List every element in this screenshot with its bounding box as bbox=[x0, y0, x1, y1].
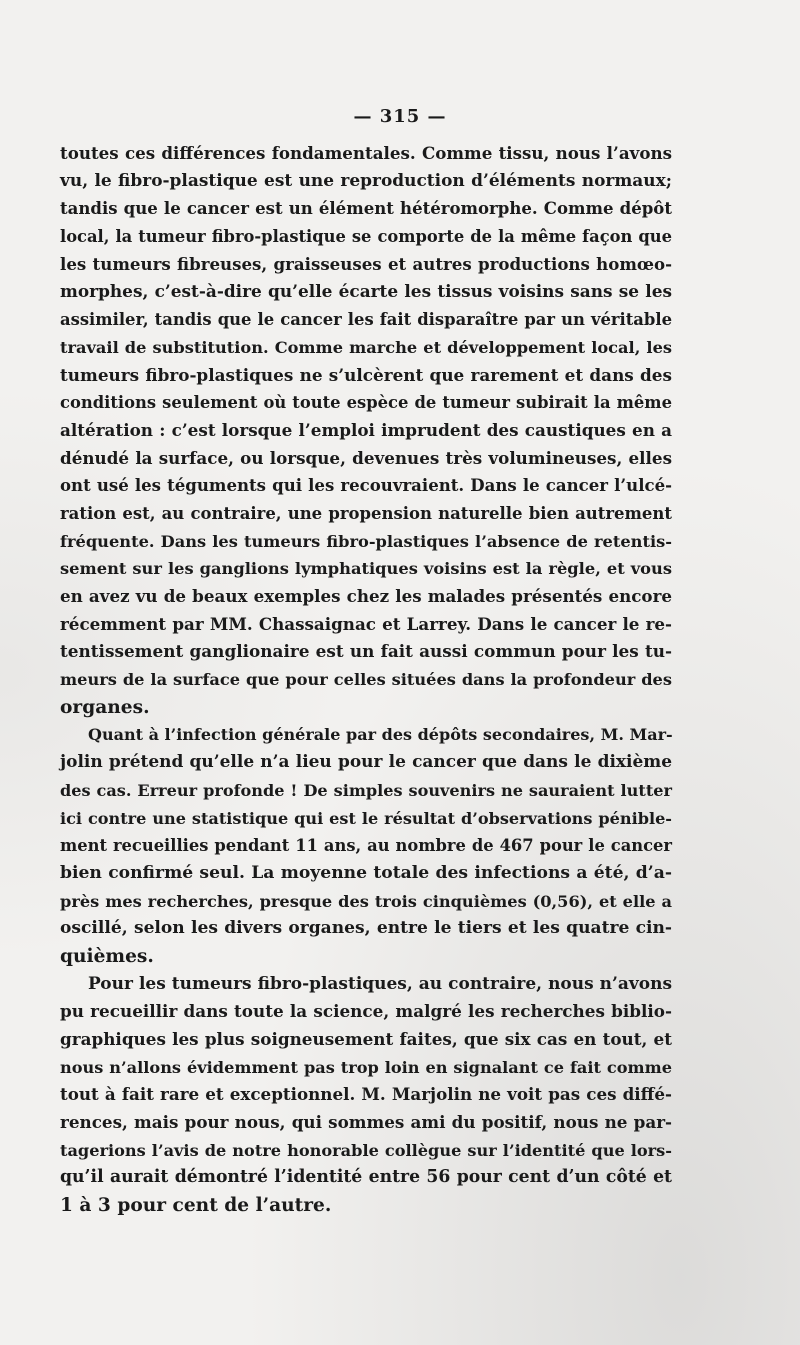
text-line: en avez vu de beaux exemples chez les malades présentés encore bbox=[60, 586, 672, 606]
text-line: pu recueillir dans toute la science, malgré les recherches biblio- bbox=[60, 1001, 672, 1022]
text-line: 1 à 3 pour cent de l’autre. bbox=[60, 1195, 332, 1217]
body-text bbox=[60, 140, 672, 1220]
text-line: Quant à l’infection générale par des dépôts secondaires, M. Mar- bbox=[88, 725, 673, 745]
text-line: meurs de la surface que pour celles situées dans la profondeur des bbox=[60, 670, 672, 690]
text-line: bien confirmé seul. La moyenne totale des infections a été, d’a- bbox=[60, 862, 672, 883]
text-line: des cas. Erreur profonde ! De simples souvenirs ne sauraient lutter bbox=[60, 780, 672, 800]
text-line: tentissement ganglionaire est un fait aussi commun pour les tu- bbox=[60, 641, 672, 662]
text-line: quièmes. bbox=[60, 945, 154, 967]
text-line: assimiler, tandis que le cancer les fait disparaître par un véritable bbox=[60, 310, 672, 330]
text-line: toutes ces différences fondamentales. Comme tissu, nous l’avons bbox=[60, 143, 672, 163]
text-line: qu’il aurait démontré l’identité entre 56 pour cent d’un côté et bbox=[60, 1167, 672, 1188]
text-line: rences, mais pour nous, qui sommes ami du positif, nous ne par- bbox=[60, 1112, 672, 1133]
text-line: altération : c’est lorsque l’emploi imprudent des caustiques en a bbox=[60, 419, 672, 440]
paragraph-1 bbox=[60, 140, 672, 721]
text-line: ment recueillies pendant 11 ans, au nombre de 467 pour le cancer bbox=[60, 836, 672, 856]
text-line: graphiques les plus soigneusement faites, que six cas en tout, et bbox=[60, 1029, 672, 1049]
text-line: morphes, c’est-à-dire qu’elle écarte les tissus voisins sans se les bbox=[60, 281, 672, 302]
text-line: oscillé, selon les divers organes, entre le tiers et les quatre cin- bbox=[60, 918, 672, 939]
text-line: dénudé la surface, ou lorsque, devenues très volumineuses, elles bbox=[60, 447, 672, 468]
text-line: Pour les tumeurs fibro-plastiques, au contraire, nous n’avons bbox=[88, 973, 672, 994]
text-line: fréquente. Dans les tumeurs fibro-plastiques l’absence de retentis- bbox=[60, 531, 672, 551]
text-line: près mes recherches, presque des trois cinquièmes (0,56), et elle a bbox=[60, 891, 672, 911]
text-line: organes. bbox=[60, 696, 150, 718]
text-line: ici contre une statistique qui est le résultat d’observations pénible- bbox=[60, 808, 672, 828]
text-line: conditions seulement où toute espèce de tumeur subirait la même bbox=[60, 393, 672, 413]
paragraph-2 bbox=[60, 721, 672, 970]
text-line: ration est, au contraire, une propension naturelle bien autrement bbox=[60, 503, 672, 523]
text-line: vu, le fibro-plastique est une reproduction d’éléments normaux; bbox=[60, 170, 672, 191]
text-line: récemment par MM. Chassaignac et Larrey. Dans le cancer le re- bbox=[60, 613, 672, 634]
page-number: — 315 — bbox=[353, 106, 447, 127]
text-line: tagerions l’avis de notre honorable collègue sur l’identité que lors- bbox=[60, 1140, 672, 1160]
text-line: nous n’allons évidemment pas trop loin en signalant ce fait comme bbox=[60, 1057, 672, 1077]
text-line: tandis que le cancer est un élément hétéromorphe. Comme dépôt bbox=[60, 198, 672, 219]
text-line: travail de substitution. Comme marche et développement local, les bbox=[60, 337, 672, 357]
text-line: sement sur les ganglions lymphatiques voisins est la règle, et vous bbox=[60, 559, 672, 579]
text-line: local, la tumeur fibro-plastique se comporte de la même façon que bbox=[60, 227, 672, 247]
text-line: tout à fait rare et exceptionnel. M. Marjolin ne voit pas ces diffé- bbox=[60, 1084, 672, 1105]
paragraph-3 bbox=[60, 971, 672, 1220]
text-line: jolin prétend qu’elle n’a lieu pour le cancer que dans le dixième bbox=[60, 752, 672, 773]
text-line: les tumeurs fibreuses, graisseuses et autres productions homœo- bbox=[60, 253, 672, 274]
text-line: ont usé les téguments qui les recouvraient. Dans le cancer l’ulcé- bbox=[60, 475, 672, 496]
text-line: tumeurs fibro-plastiques ne s’ulcèrent que rarement et dans des bbox=[60, 364, 672, 385]
